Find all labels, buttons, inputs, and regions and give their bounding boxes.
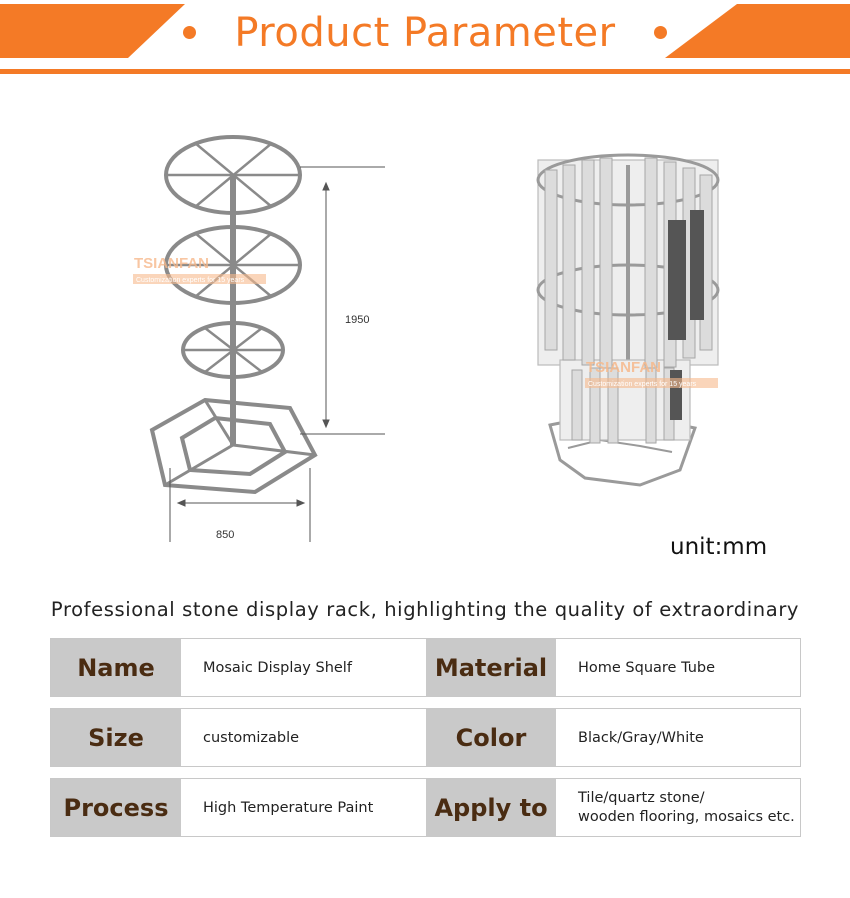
product-subtitle: Professional stone display rack, highlighting the quality of extraordinary: [50, 598, 800, 621]
param-key-size: Size: [50, 708, 181, 767]
parameter-table: [50, 627, 801, 848]
watermark-tagline: Customization experts for 15 years: [136, 277, 245, 284]
param-key-apply-to: Apply to: [426, 778, 556, 837]
bullet-dot-left: [183, 26, 196, 39]
page-title-text: Product Parameter: [234, 10, 616, 56]
param-value-color: Black/Gray/White: [556, 708, 801, 767]
watermark-brand: TSIANFAN: [134, 255, 209, 272]
param-key-material: Material: [426, 638, 556, 697]
table-row: [50, 638, 801, 697]
width-dimension-label: 850: [216, 529, 235, 541]
rack-line-drawing: [152, 137, 315, 492]
table-row: [50, 778, 801, 837]
param-value-material: Home Square Tube: [556, 638, 801, 697]
table-row: [50, 708, 801, 767]
apply-to-line-2: wooden flooring, mosaics etc.: [578, 808, 795, 825]
dimension-lines: [170, 167, 385, 542]
unit-label: unit:mm: [670, 534, 768, 560]
apply-to-line-1: Tile/quartz stone/: [578, 789, 705, 806]
height-dimension-label: 1950: [345, 314, 370, 326]
bullet-dot-right: [654, 26, 667, 39]
param-key-name: Name: [50, 638, 181, 697]
param-value-name: Mosaic Display Shelf: [181, 638, 426, 697]
param-value-apply-to: [556, 778, 801, 837]
param-value-size: customizable: [181, 708, 426, 767]
param-value-process: High Temperature Paint: [181, 778, 426, 837]
page-title: [0, 10, 850, 56]
product-drawing: [0, 90, 850, 560]
param-key-color: Color: [426, 708, 556, 767]
header-banner: [0, 0, 850, 80]
watermark-brand-right: TSIANFAN: [586, 359, 661, 376]
param-key-process: Process: [50, 778, 181, 837]
watermark-tagline-right: Customization experts for 15 years: [588, 381, 697, 388]
